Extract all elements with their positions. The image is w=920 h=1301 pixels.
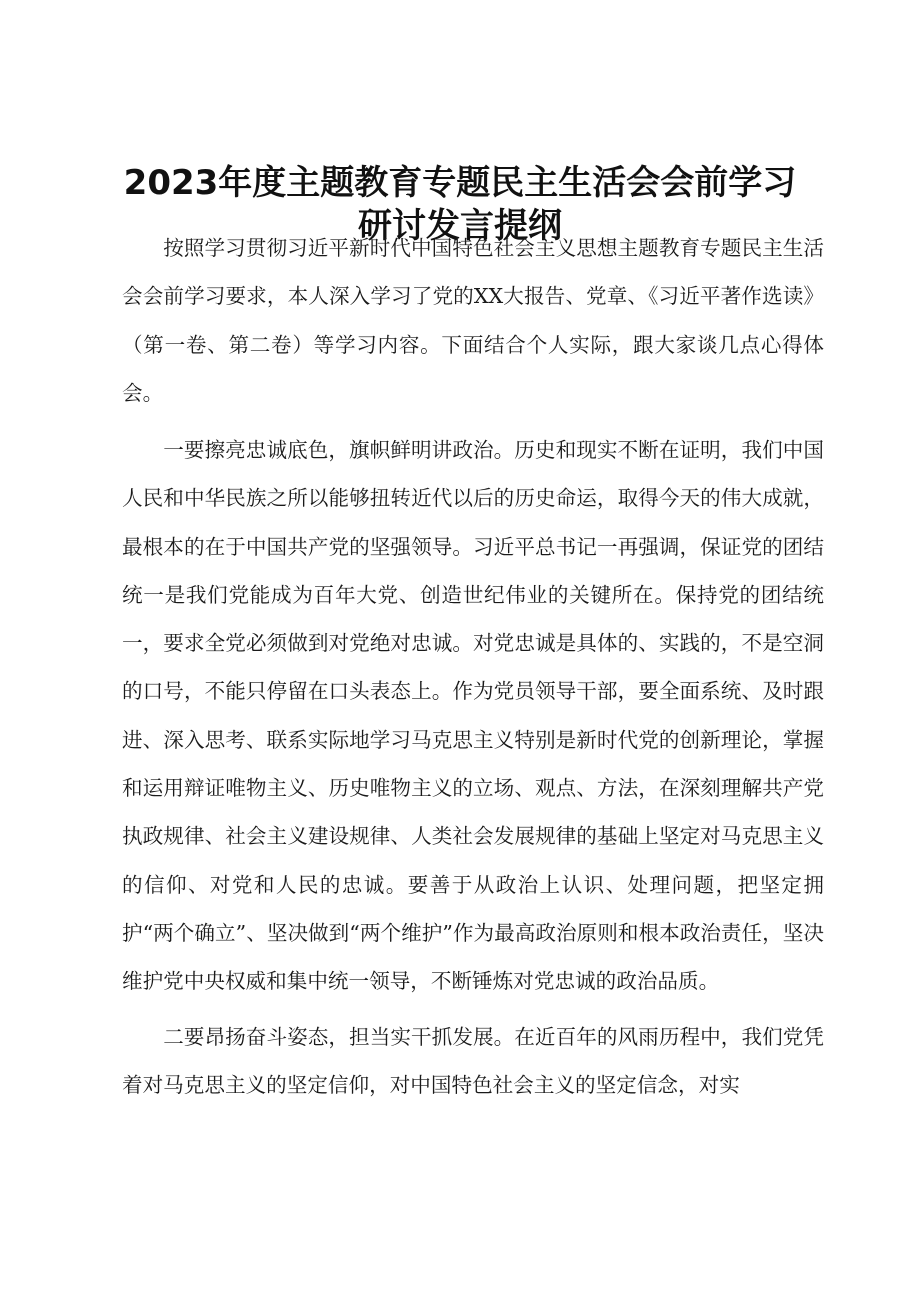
intro-paragraph: 按照学习贯彻习近平新时代中国特色社会主义思想主题教育专题民主生活会会前学习要求，本人深入学习了党的XX大报告、党章、《习近平著作选读》（第一卷、第二卷）等学习内容。下面结合个人实际，跟大家谈几点心得体会。	[122, 236, 824, 405]
section-two-paragraph: 二要昂扬奋斗姿态，担当实干抓发展。在近百年的风雨历程中，我们党凭着对马克思主义的坚定信仰，对中国特色社会主义的坚定信念，对实	[122, 1025, 824, 1098]
document-title-line-2: 研讨发言提纲	[358, 206, 562, 246]
document-title-line-1: 2023年度主题教育专题民主生活会会前学习	[123, 163, 797, 203]
section-one-paragraph: 一要擦亮忠诚底色，旗帜鲜明讲政治。历史和现实不断在证明，我们中国人民和中华民族之所以能够扭转近代以后的历史命运，取得今天的伟大成就，最根本的在于中国共产党的坚强领导。习近平总书记一再强调，保证党的团结统一是我们党能成为百年大党、创造世纪伟业的关键所在。保持党的团结统一，要求全党必须做到对党绝对忠诚。对党忠诚是具体的、实践的，不是空洞的口号，不能只停留在口头表态上。作为党员领导干部，要全面系统、及时跟进、深入思考、联系实际地学习马克思主义特别是新时代党的创新理论，掌握和运用辩证唯物主义、历史唯物主义的立场、观点、方法，在深刻理解共产党执政规律、社会主义建设规律、人类社会发展规律的基础上坚定对马克思主义的信仰、对党和人民的忠诚。要善于从政治上认识、处理问题，把坚定拥护“两个确立”、坚决做到“两个维护”作为最高政治原则和根本政治责任，坚决维护党中央权威和集中统一领导，不断锤炼对党忠诚的政治品质。	[122, 438, 824, 994]
